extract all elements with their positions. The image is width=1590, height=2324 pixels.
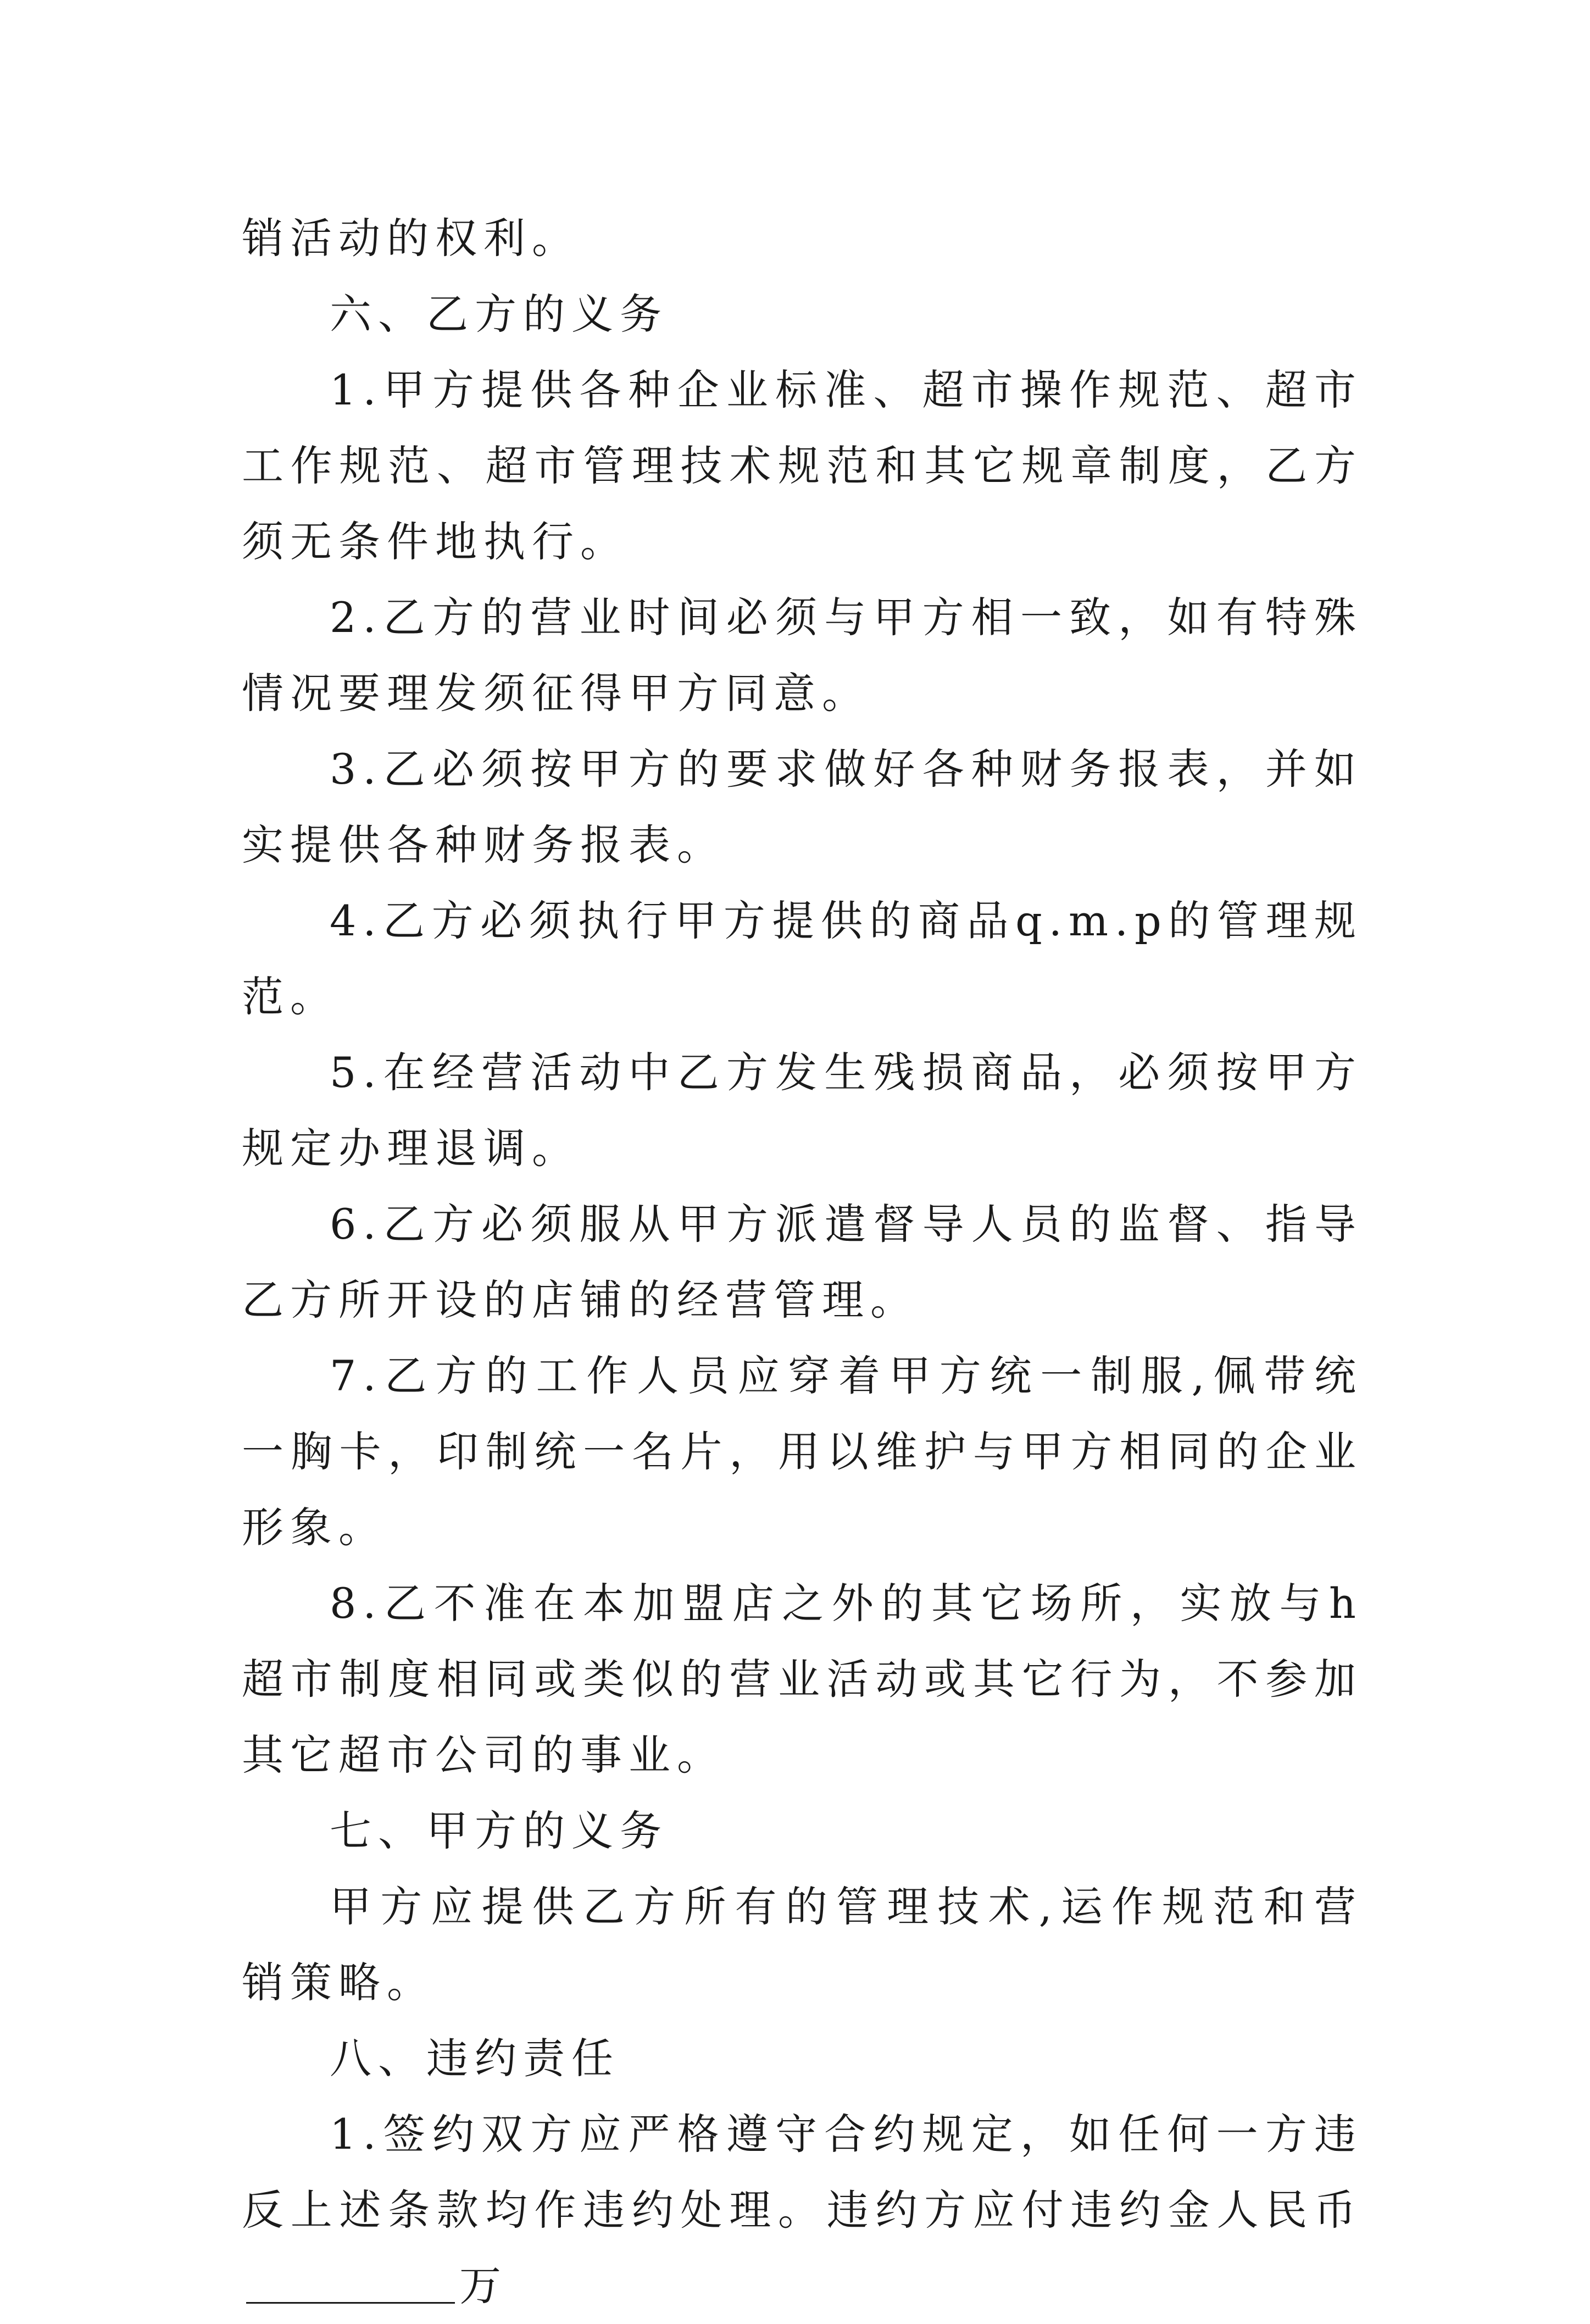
section-6-heading: 六、乙方的义务	[330, 290, 668, 339]
document-body	[242, 201, 1363, 2324]
section-6-item-7: 7.乙方的工作人员应穿着甲方统一制服,佩带统一胸卡，印制统一名片，用以维护与甲方相同的企业形象。	[242, 1351, 1363, 1552]
section-6-item-8: 8.乙不准在本加盟店之外的其它场所，实放与h超市制度相同或类似的营业活动或其它行为，不参加其它超市公司的事业。	[242, 1579, 1363, 1779]
section-8-heading: 八、违约责任	[330, 2034, 620, 2083]
section-8-item-1-text: 1.签约双方应严格遵守合约规定，如任何一方违反上述条款均作违约处理。违约方应付违约金人民币	[242, 2110, 1363, 2234]
fill-in-blank[interactable]	[246, 2264, 455, 2304]
section-6-item-3: 3.乙必须按甲方的要求做好各种财务报表，并如实提供各种财务报表。	[242, 745, 1363, 869]
section-8-item-1-unit: 万	[459, 2261, 508, 2310]
section-7-heading: 七、甲方的义务	[330, 1806, 668, 1855]
section-6-item-5: 5.在经营活动中乙方发生残损商品，必须按甲方规定办理退调。	[242, 1048, 1363, 1173]
section-7-body: 甲方应提供乙方所有的管理技术,运作规范和营销策略。	[242, 1882, 1363, 2007]
section-6-item-6: 6.乙方必须服从甲方派遣督导人员的监督、指导乙方所开设的店铺的经营管理。	[242, 1200, 1363, 1324]
section-6-item-2: 2.乙方的营业时间必须与甲方相一致，如有特殊情况要理发须征得甲方同意。	[242, 593, 1363, 718]
continuation-line: 销活动的权利。	[242, 214, 580, 263]
section-6-item-1: 1.甲方提供各种企业标准、超市操作规范、超市工作规范、超市管理技术规范和其它规章制度，乙方须无条件地执行。	[242, 365, 1363, 566]
section-8-item-1	[242, 2096, 1363, 2324]
section-6-item-4: 4.乙方必须执行甲方提供的商品q.m.p的管理规范。	[242, 896, 1363, 1021]
